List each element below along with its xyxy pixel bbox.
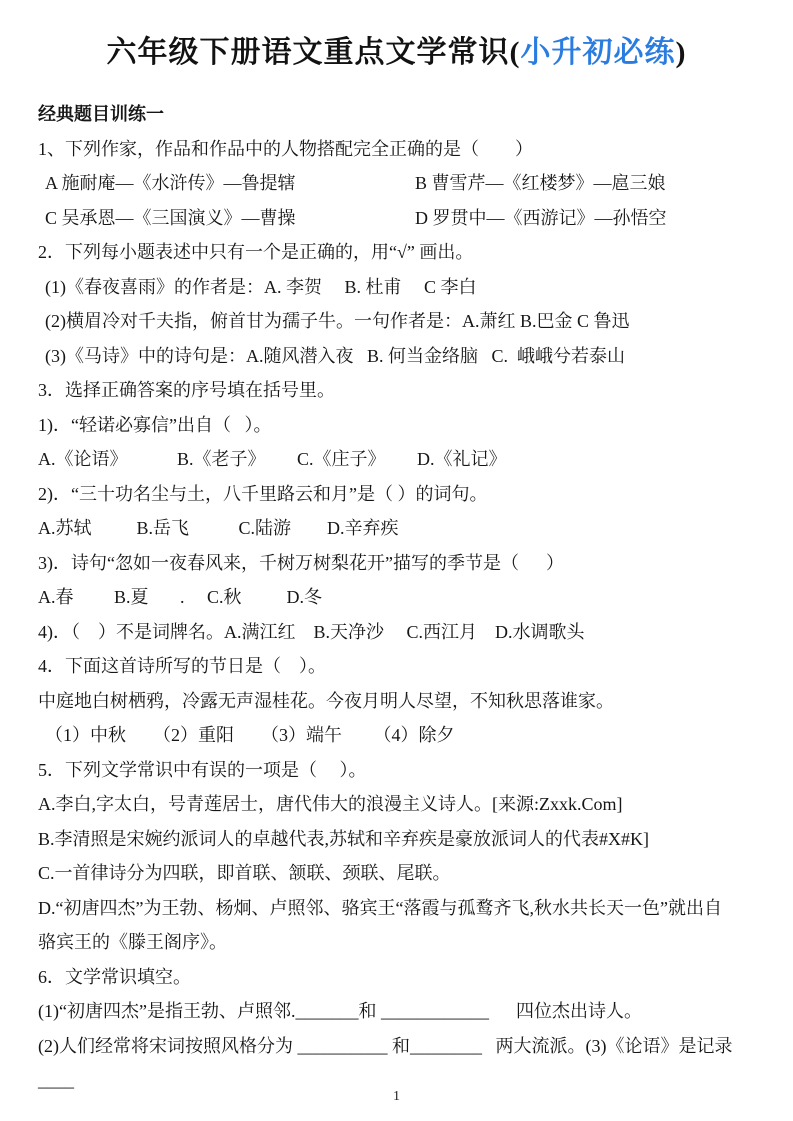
- question-6-sub-2: (2)人们经常将宋词按照风格分为 __________ 和________ 两大流派。(3)《论语》是记录____: [38, 1035, 733, 1090]
- question-4-options: （1）中秋 （2）重阳 （3）端午 （4）除夕: [45, 725, 455, 745]
- question-1-stem: 1、下列作家，作品和作品中的人物搭配完全正确的是（ ）: [38, 138, 533, 159]
- question-3-sub-3-stem: 3)．诗句“忽如一夜春风来，千树万树梨花开”描写的季节是（ ）: [38, 552, 564, 573]
- question-2-sub-1: (1)《春夜喜雨》的作者是：A. 李贺 B. 杜甫 C 李白: [45, 276, 477, 297]
- title-prefix: 六年级下册语文重点文学常识(: [106, 36, 521, 69]
- question-1-option-c: C 吴承恩—《三国演义》—曹操: [45, 207, 296, 228]
- question-2-sub-3: (3)《马诗》中的诗句是：A.随风潜入夜 B. 何当金络脑 C. 峨峨兮若泰山: [45, 345, 625, 366]
- question-3-stem: 3．选择正确答案的序号填在括号里。: [38, 380, 335, 400]
- question-3-sub-1-stem: 1)．“轻诺必寡信”出自（ ）。: [38, 414, 272, 435]
- question-3-sub-3-options: A.春 B.夏 . C.秋 D.冬: [38, 587, 323, 607]
- worksheet-body: [0, 71, 793, 1098]
- question-6-stem: 6．文学常识填空。: [38, 966, 191, 987]
- question-2-stem: 2．下列每小题表述中只有一个是正确的，用“√” 画出。: [38, 242, 474, 262]
- page-title: [0, 0, 793, 71]
- question-1-options-row-ab: [38, 166, 757, 201]
- question-5-option-d-line-1: D.“初唐四杰”为王勃、杨炯、卢照邻、骆宾王“落霞与孤鹜齐飞,秋水共长天一色”就出自: [38, 897, 722, 918]
- question-1-options-row-cd: [38, 201, 757, 236]
- question-1-option-b: B 曹雪芹—《红楼梦》—扈三娘: [415, 173, 666, 193]
- question-5-option-d-line-2: 骆宾王的《滕王阁序》。: [38, 932, 227, 952]
- question-5-option-c: C.一首律诗分为四联，即首联、颔联、颈联、尾联。: [38, 863, 451, 883]
- question-3-sub-2-options: A.苏轼 B.岳飞 C.陆游 D.辛弃疾: [38, 518, 399, 538]
- question-4-stem: 4．下面这首诗所写的节日是（ ）。: [38, 656, 326, 676]
- title-highlight: 小升初必练: [520, 36, 676, 69]
- question-3-sub-1-options: A.《论语》 B.《老子》 C.《庄子》 D.《礼记》: [38, 449, 507, 469]
- question-3-sub-2-stem: 2)．“三十功名尘与土，八千里路云和月”是（ ）的词句。: [38, 483, 488, 504]
- question-1-option-a: A 施耐庵—《水浒传》—鲁提辖: [45, 173, 296, 193]
- question-2-sub-2: (2)横眉冷对千夫指，俯首甘为孺子牛。一句作者是：A.萧红 B.巴金 C 鲁迅: [45, 311, 630, 331]
- question-4-poem: 中庭地白树栖鸦，冷露无声湿桂花。今夜月明人尽望，不知秋思落谁家。: [38, 690, 614, 711]
- question-1-option-d: D 罗贯中—《西游记》—孙悟空: [415, 207, 667, 228]
- question-6-sub-1: (1)“初唐四杰”是指王勃、卢照邻._______和 ____________ 四位杰出诗人。: [38, 1001, 642, 1021]
- question-5-option-b: B.李清照是宋婉约派词人的卓越代表,苏轼和辛弃疾是豪放派词人的代表#X#K]: [38, 828, 649, 849]
- question-5-option-a: A.李白,字太白，号青莲居士，唐代伟大的浪漫主义诗人。[来源:Zxxk.Com]: [38, 794, 623, 814]
- question-5-stem: 5．下列文学常识中有误的一项是（ ）。: [38, 759, 367, 780]
- question-3-sub-4: 4)．（ ）不是词牌名。A.满江红 B.天净沙 C.西江月 D.水调歌头: [38, 621, 585, 642]
- title-suffix: ): [675, 36, 687, 69]
- page-number: 1: [393, 1089, 400, 1104]
- section-heading: 经典题目训练一: [38, 104, 164, 124]
